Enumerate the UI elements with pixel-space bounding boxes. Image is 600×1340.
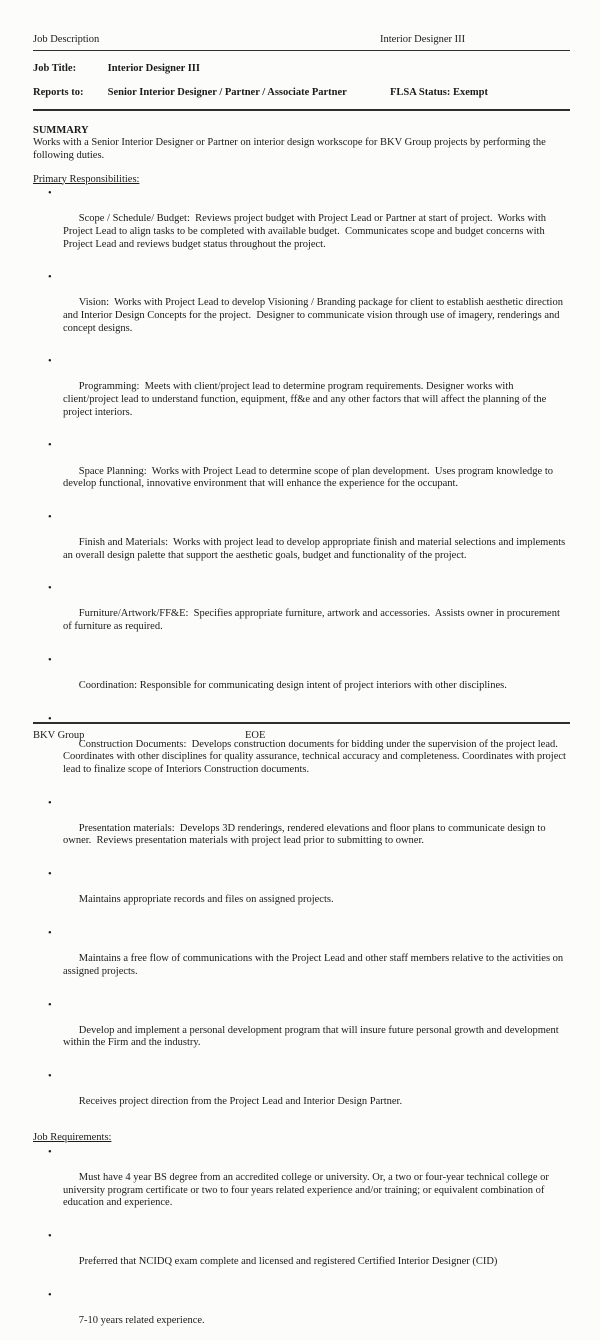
job-title-value: Interior Designer III — [107, 62, 200, 74]
bullet-icon: • — [48, 713, 52, 725]
flsa-status: FLSA Status: Exempt — [390, 87, 489, 99]
bullet-text: Must have 4 year BS degree from an accredited college or university. Or, a two or four-year technical college or university program certificate or two to four years related experience and/or training; or equivalent combination of education and experience. — [63, 1172, 552, 1209]
header-left-title: Job Description — [33, 34, 100, 45]
bullet-text: Scope / Schedule/ Budget: Reviews project budget with Project Lead or Partner at start of project. Works with Project Lead to align tasks to be completed with available budget. Communicates scope and budget concerns with Project Lead and reviews budget status throughout the project. — [63, 213, 549, 250]
bullet-item — [33, 272, 570, 348]
primary-responsibilities-list — [33, 188, 570, 1121]
bullet-text: Maintains appropriate records and files on assigned projects. — [78, 894, 334, 906]
bullet-icon: • — [48, 999, 52, 1011]
bullet-icon: • — [48, 188, 52, 200]
bullet-item — [33, 798, 570, 861]
bullet-item — [33, 655, 570, 705]
bullet-text: Develop and implement a personal development program that will insure future personal growth and development within the Firm and the industry. — [63, 1024, 562, 1049]
summary-heading: SUMMARY — [33, 124, 89, 136]
document-header — [33, 34, 570, 51]
bullet-icon: • — [48, 1146, 52, 1158]
reports-to-label: Reports to: — [33, 87, 84, 99]
bullet-icon: • — [48, 440, 52, 452]
bullet-item — [33, 188, 570, 264]
job-title-label: Job Title: — [33, 62, 77, 74]
bullet-icon: • — [48, 1289, 52, 1301]
footer-company: BKV Group — [33, 730, 85, 741]
bullet-icon: • — [48, 928, 52, 940]
bullet-item — [33, 1000, 570, 1063]
bullet-text: Maintains a free flow of communications with the Project Lead and other staff members relative to the activities on assigned projects. — [63, 953, 566, 977]
bullet-text: 7-10 years related experience. — [78, 1315, 205, 1327]
job-requirements-heading: Job Requirements: — [33, 1132, 112, 1144]
reports-to-row — [33, 87, 570, 100]
job-title-row — [33, 63, 570, 76]
bullet-icon: • — [48, 869, 52, 881]
bullet-icon: • — [48, 511, 52, 523]
bullet-item — [33, 928, 570, 991]
bullet-text: Construction Documents: Develops construction documents for bidding under the supervision of the project lead. Coordinates with other disciplines for quality assurance, technical accuracy and completeness. Coordinates with project lead to finalize scope of Interiors Construction documents. — [63, 738, 569, 775]
bullet-item — [33, 1071, 570, 1121]
bullet-item — [33, 1290, 570, 1340]
primary-responsibilities-heading: Primary Responsibilities: — [33, 173, 140, 185]
bullet-icon: • — [48, 1070, 52, 1082]
bullet-item — [33, 356, 570, 432]
bullet-item — [33, 440, 570, 503]
bullet-item — [33, 869, 570, 919]
bullet-icon: • — [48, 583, 52, 595]
bullet-text: Coordination: Responsible for communicating design intent of project interiors with other disciplines. — [78, 679, 507, 691]
bullet-item — [33, 583, 570, 646]
bullet-icon: • — [48, 1231, 52, 1242]
bullet-icon: • — [48, 356, 52, 368]
header-right-title: Interior Designer III — [380, 34, 466, 45]
bullet-item — [33, 1231, 570, 1281]
footer-eoe: EOE — [245, 730, 266, 741]
bullet-item — [33, 512, 570, 575]
bullet-text: Space Planning: Works with Project Lead to determine scope of plan development. Uses program knowledge to develop functional, innovative environment that will enhance the experience for the occupant. — [63, 465, 556, 490]
bullet-icon: • — [48, 654, 52, 666]
bullet-text: Programming: Meets with client/project lead to determine program requirements. Designer works with client/project lead to understand function, equipment, ff&e and any other factors that will affect the planning of the project interiors. — [63, 381, 549, 418]
bullet-icon: • — [48, 272, 52, 284]
bullet-text: Vision: Works with Project Lead to develop Visioning / Branding package for client to establish aesthetic direction and Interior Design Concepts for the project. Designer to communicate vision through use of imagery, renderings and concept designs. — [63, 297, 566, 334]
meta-divider-rule — [33, 109, 570, 111]
reports-to-value: Senior Interior Designer / Partner / Associate Partner — [107, 87, 347, 99]
bullet-text: Furniture/Artwork/FF&E: Specifies appropriate furniture, artwork and accessories. Assists owner in procurement of furniture as required. — [63, 608, 563, 633]
bullet-text: Finish and Materials: Works with project lead to develop appropriate finish and material selections and implements an overall design palette that support the aesthetic goals, budget and functionality of the project. — [63, 537, 568, 561]
bullet-text: Receives project direction from the Project Lead and Interior Design Partner. — [78, 1096, 403, 1108]
bullet-icon: • — [48, 797, 52, 809]
document-footer — [33, 722, 570, 743]
bullet-text: Preferred that NCIDQ exam complete and licensed and registered Certified Interior Designer (CID) — [78, 1256, 498, 1268]
summary-body: Works with a Senior Interior Designer or Partner on interior design workscope for BKV Group projects by performing the following duties. — [33, 137, 549, 161]
bullet-text: Presentation materials: Develops 3D renderings, rendered elevations and floor plans to communicate design to owner. Reviews presentation materials with project lead prior to submitting to owner. — [63, 822, 549, 847]
job-requirements-list — [33, 1147, 570, 1340]
bullet-item — [33, 1147, 570, 1223]
